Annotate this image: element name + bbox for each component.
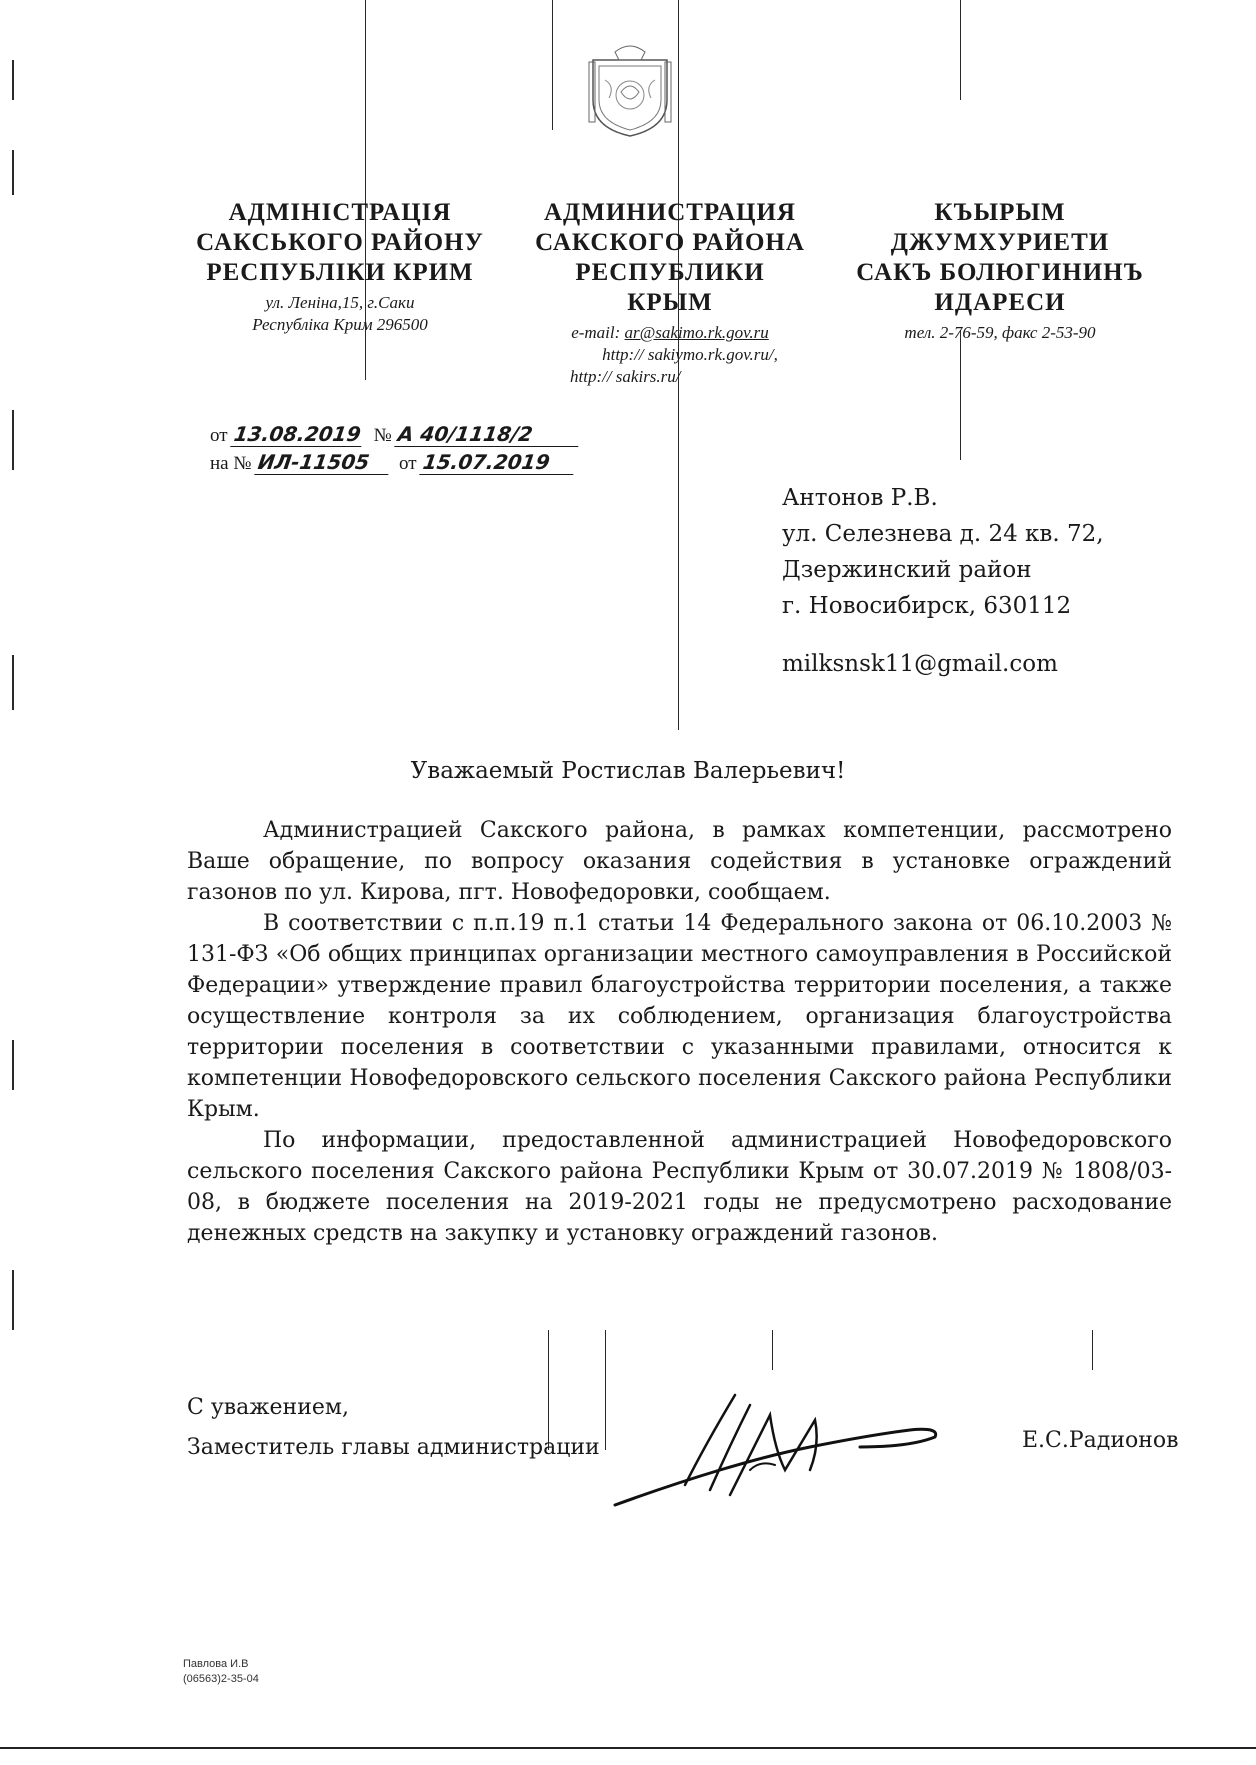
re-label: на № [210, 453, 252, 474]
header-address-line: ул. Леніна,15, г.Саки [265, 293, 415, 312]
body-paragraph: По информации, предоставленной администрацией Новофедоровского сельского поселения Сакского района Республики Крым от 30.07.2019 № 1808/03-08, в бюджете поселения на 2019-2021 годы не предусмотрено расходование денежных средств на закупку и установку ограждений газонов. [187, 1128, 1172, 1246]
incoming-date: 15.07.2019 [420, 450, 578, 475]
salutation: Уважаемый Ростислав Валерьевич! [410, 758, 846, 784]
header-title-line: САКСКОГО РАЙОНА [535, 229, 805, 256]
executor-block [183, 1657, 259, 1687]
header-title-line: ИДАРЕСИ [934, 289, 1066, 316]
body-paragraph: Администрацией Сакского района, в рамках компетенции, рассмотрено Ваше обращение, по вопросу оказания содействия в установке ограждений газонов по ул. Кирова, пгт. Новофедоровки, сообщаем. [187, 818, 1172, 905]
handwritten-signature-icon [610, 1375, 950, 1525]
header-email-line [530, 322, 810, 344]
closing-regards: С уважением, [187, 1395, 349, 1420]
scan-artifact-line [552, 0, 553, 130]
scan-artifact-line [12, 655, 14, 710]
header-title-line: РЕСПУБЛИКИ КРЫМ [575, 259, 765, 316]
scan-artifact-line [12, 150, 14, 195]
header-title-line: АДМІНІСТРАЦІЯ [228, 199, 452, 226]
email-label: e-mail: [571, 323, 621, 342]
header-ukrainian [190, 198, 490, 336]
scan-artifact-line [1092, 1330, 1093, 1370]
number-label: № [373, 425, 392, 446]
scan-artifact-line [12, 410, 14, 470]
scan-artifact-line [12, 1040, 14, 1090]
executor-phone: (06563)2-35-04 [183, 1673, 259, 1685]
addressee-name: Антонов Р.В. [782, 485, 938, 511]
closing-block [187, 1388, 600, 1468]
header-title-line: КЪЫРЫМ ДЖУМХУРИЕТИ [890, 199, 1110, 256]
scan-artifact-line [12, 1270, 14, 1330]
letter-date: 13.08.2019 [231, 422, 365, 447]
scan-artifact-line [960, 330, 961, 460]
signer-name: Е.С.Радионов [1022, 1428, 1179, 1453]
header-title-line: РЕСПУБЛІКИ КРИМ [206, 259, 474, 286]
executor-name: Павлова И.В [183, 1658, 249, 1670]
reference-block [210, 422, 580, 476]
header-title-line: САКЪ БОЛЮГИНИНЪ [856, 259, 1144, 286]
body-paragraph: В соответствии с п.п.19 п.1 статьи 14 Федерального закона от 06.10.2003 № 131-ФЗ «Об общих принципах организации местного самоуправления в Российской Федерации» утверждение правил благоустройства территории поселения, а также осуществление контроля за их соблюдением, организация благоустройства территории поселения в соответствии с указанными правилами, относится к компетенции Новофедоровского сельского поселения Сакского района Республики Крым. [187, 911, 1172, 1122]
addressee-email[interactable]: milksnsk11@gmail.com [782, 651, 1058, 677]
page-bottom-rule [0, 1747, 1256, 1749]
header-title-line: САКСЬКОГО РАЙОНУ [196, 229, 484, 256]
re-from-label: от [398, 453, 417, 474]
scan-artifact-line [12, 60, 14, 100]
incoming-ref-line [210, 450, 580, 476]
addressee-street: ул. Селезнева д. 24 кв. 72, [782, 521, 1104, 547]
letter-number: А 40/1118/2 [395, 422, 583, 447]
header-address-line: Республіка Крим 296500 [252, 315, 428, 334]
header-phone-line: тел. 2-76-59, факс 2-53-90 [904, 323, 1096, 342]
addressee-district: Дзержинский район [782, 557, 1032, 583]
header-crimean-tatar [830, 198, 1170, 344]
header-url-link[interactable]: http:// sakirs.ru/ [570, 367, 681, 386]
header-email-link[interactable]: ar@sakimo.rk.gov.ru [624, 323, 769, 342]
letter-body [187, 815, 1172, 1249]
scan-artifact-line [605, 1330, 606, 1450]
addressee-block [782, 480, 1104, 682]
incoming-number: ИЛ-11505 [254, 450, 392, 475]
outgoing-ref-line [210, 422, 580, 448]
header-title-line: АДМИНИСТРАЦИЯ [544, 199, 796, 226]
from-label: от [210, 425, 228, 446]
scan-artifact-line [772, 1330, 773, 1370]
scan-artifact-line [960, 0, 961, 100]
header-russian [530, 198, 810, 388]
addressee-city: г. Новосибирск, 630112 [782, 593, 1072, 619]
crimea-coat-of-arms-icon [585, 40, 675, 140]
header-url-link[interactable]: http:// sakiymo.rk.gov.ru/, [602, 345, 778, 364]
signer-position: Заместитель главы администрации [187, 1435, 600, 1460]
